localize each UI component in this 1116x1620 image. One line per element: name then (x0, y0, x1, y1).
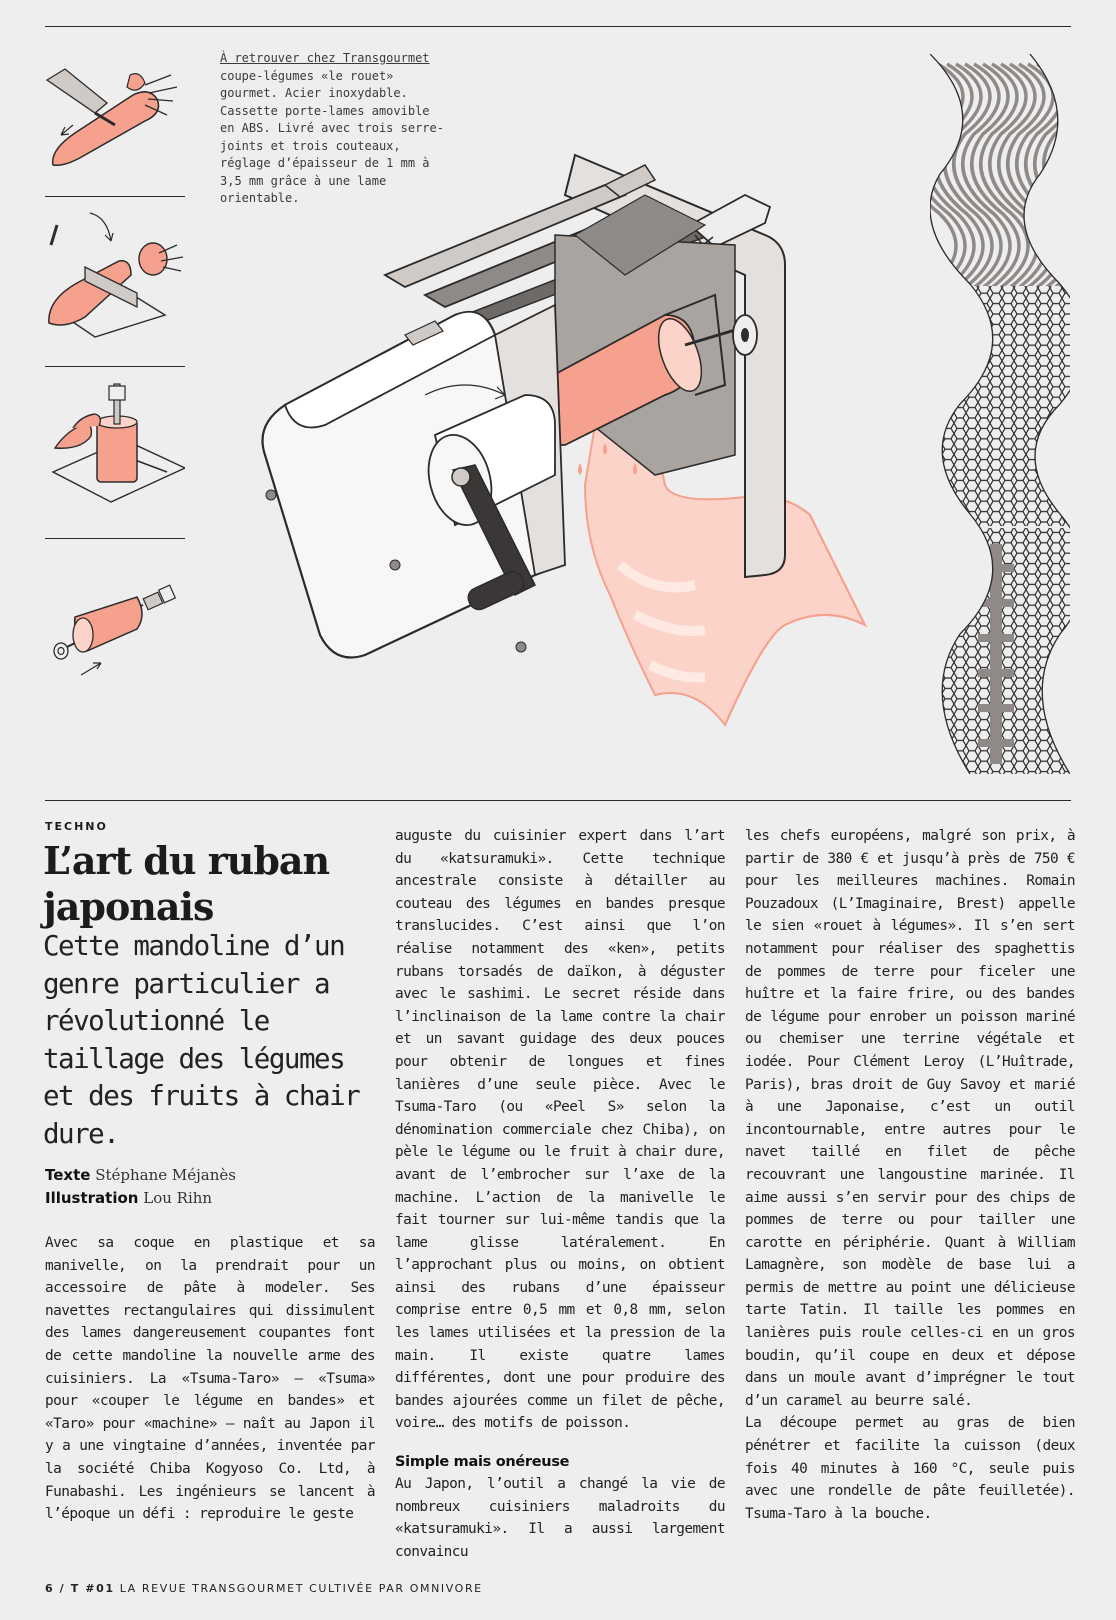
text-credit-label: Texte (45, 1166, 91, 1184)
section-kicker: TECHNO (45, 820, 108, 833)
step-4-mount-illustration (45, 565, 185, 685)
body-column-1 (45, 1232, 375, 1526)
section-heading: Simple mais onéreuse (395, 1454, 570, 1471)
article-credits (45, 1164, 236, 1210)
paragraph: Avec sa coque en plastique et sa manivelle, on la prendrait pour un accessoire de pâte à modeler. Ses navettes rectangulaires qui dissimulent des lames dangereusement coupantes font de cette mandoline la nouvelle arme des cuisiniers. La «Tsuma-Taro» – «Tsuma» pour «couper le légume en bandes» et «Taro» pour «machine» – naît au Japon il y a une vingtaine d’années, inventée par la société Chiba Kogyoso Co. Ltd, à Funabashi. Les ingénieurs se lancent à l’époque un défi : reproduire le geste (45, 1235, 375, 1523)
paragraph: La découpe permet au gras de bien pénétrer et facilite la cuisson (deux fois 40 minutes à 160 °C, seule puis avec une rondelle de pâte feuilletée). Tsuma-Taro à la bouche. (745, 1415, 1075, 1522)
caption-body: coupe-légumes «le rouet» gourmet. Acier inoxydable. Cassette porte-lames amovible en ABS. Livré avec trois serre-joints et trois couteaux, réglage d’épaisseur de 1 mm à 3,5 mm grâce à une lame orientable. (220, 68, 444, 205)
illustration-credit-author: Lou Rihn (143, 1189, 213, 1207)
step-2-cut-illustration (45, 205, 185, 345)
step-separator (45, 196, 185, 197)
body-column-2 (395, 825, 725, 1563)
paragraph: les chefs européens, malgré son prix, à partir de 380 € et jusqu’à près de 750 € pour les meilleures machines. Romain Pouzadoux (L’Imaginaire, Brest) appelle le sien «rouet à légumes». Il s’en sert notamment pour réaliser des spaghettis de pommes de terre pour ficeler une huître et la faire frire, ou des bandes de légume pour enrober un poisson mariné ou chemiser une terrine végétale et iodée. Pour Clément Leroy (L’Huîtrade, Paris), bras droit de Guy Savoy et marié à une Japonaise, c’est un outil incontournable, entre autres pour le navet taillé en filet de pêche recouvrant une langoustine marinée. Il aime aussi s’en servir pour des chips de pommes de terre ou pour tailler une carotte en périphérie. Quant à William Lamagnère, son modèle de base lui a permis de mettre au point une délicieuse tarte Tatin. Il taille les pommes en lanières puis roule celles-ci en un gros boudin, qu’il coupe en deux et dépose dans un moule avant d’imprégner le tout d’un caramel au beurre salé. (745, 828, 1075, 1409)
tsuma-taro-machine-illustration (225, 125, 895, 765)
ribbon-patterns-illustration (930, 54, 1070, 774)
folio-text: LA REVUE TRANSGOURMET CULTIVÉE PAR OMNIVORE (119, 1582, 483, 1595)
paragraph: auguste du cuisinier expert dans l’art du «katsuramuki». Cette technique ancestrale consiste à détailler au couteau des légumes en bandes presque translucides. C’est ainsi que l’on réalise notamment des «ken», petits rubans torsadés de daïkon, à déguster avec le sashimi. Le secret réside dans l’inclinaison de la lame contre la chair et un savant guidage des deux pouces pour obtenir de longues et fines lanières d’une seule pièce. Avec le Tsuma-Taro (ou «Peel S» selon la dénomination commerciale chez Chiba), on pèle le légume ou le fruit à chair dure, avant de l’embrocher sur l’axe de la machine. L’action de la manivelle le fait tourner sur lui-même tandis que la lame glisse latéralement. En l’approchant plus ou moins, on obtient ainsi des rubans d’une épaisseur comprise entre 0,5 mm et 0,8 mm, selon les lames utilisées et la pression de la main. Il existe quatre lames différentes, dont une pour produire des bandes ajourées comme un filet de pêche, voire… des motifs de poisson. (395, 828, 725, 1432)
folio-page-number: 6 / T #01 (45, 1582, 115, 1595)
caption-lead: À retrouver chez Transgourmet (220, 51, 430, 65)
step-1-peel-illustration (45, 55, 185, 175)
middle-rule (45, 800, 1071, 801)
paragraph: Au Japon, l’outil a changé la vie de nombreux cuisiniers maladroits du «katsuramuki». Il a aussi largement convaincu (395, 1476, 725, 1560)
page-folio (45, 1582, 483, 1595)
illustration-credit (45, 1187, 236, 1210)
step-3-skewer-illustration (45, 380, 185, 510)
text-credit-author: Stéphane Méjanès (95, 1166, 236, 1184)
illustration-credit-label: Illustration (45, 1189, 139, 1207)
article-subtitle: Cette mandoline d’un genre particulier a révolutionné le taillage des légumes et des fruits à chair dure. (43, 930, 360, 1150)
body-column-3 (745, 825, 1075, 1525)
step-separator (45, 538, 185, 539)
text-credit (45, 1164, 236, 1187)
top-rule (45, 26, 1071, 27)
step-separator (45, 366, 185, 367)
article-title: L’art du ruban japonais (43, 838, 330, 929)
